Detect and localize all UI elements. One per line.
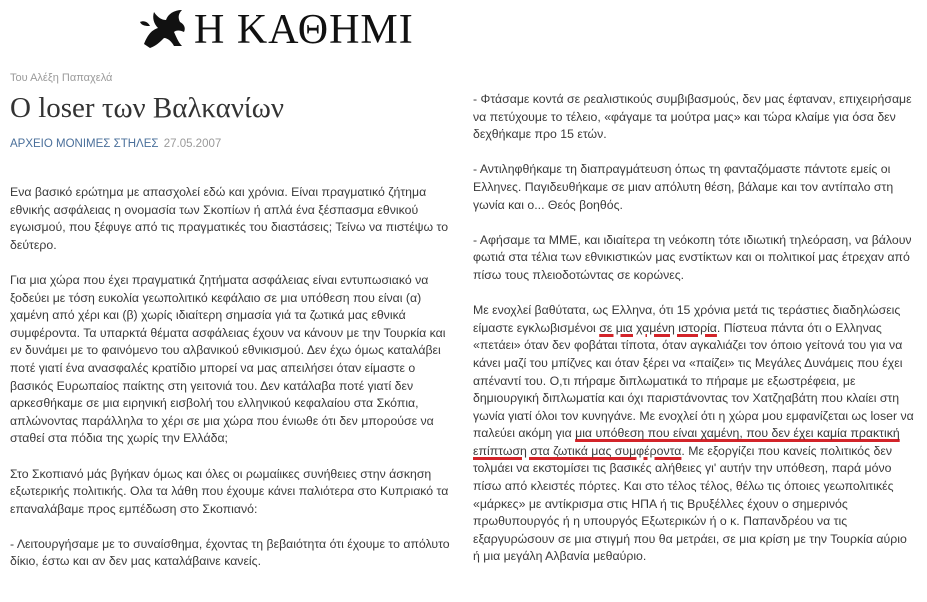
article-meta xyxy=(10,136,450,156)
paragraph: Για μια χώρα που έχει πραγματικά ζητήματα ασφάλειας είναι εντυπωσιακό να ξοδεύει με τόση ευκολία γεωπολιτικό κεφάλαιο σε μια υπόθεση που είναι (α) χαμένη από χέρι και (β) χωρίς ιδιαίτερη σημασία γιά τα ζωτικά μας εθνικά συμφέροντα. Τα υπαρκτά θέματα ασφάλειας έχουν να κάνουν με την Τουρκία και εν δυνάμει με το φαινόμενο του αλβανικού εθνικισμού. Δεν έχω όμως καταλάβει ποτέ γιατί ένα ανασφαλές κρατίδιο μπορεί να μας απειλήσει όταν είμαστε ο βασικός Ευρωπαίος παίκτης στη γειτονιά του. Δεν κατάλαβα ποτέ γιατί δεν αρκεσθήκαμε σε μια ειρηνική εισβολή του ελληνικού κεφαλαίου στα Σκόπια, απλώνοντας παράλληλα το χέρι σε μια χώρα που ένιωθε ότι δεν μπορούσε να σταθεί στα πόδια της χωρίς την Ελλάδα; xyxy=(10,272,446,446)
masthead[interactable] xyxy=(138,2,468,54)
masthead-title: Η ΚΑΘΗΜΙ xyxy=(194,9,414,51)
paragraph: Στο Σκοπιανό μάς βγήκαν όμως και όλες οι ρωμαίικες συνήθειες στην άσκηση εξωτερικής πολιτικής. Ολα τα λάθη που έχουμε κάνει παλιότερα στο Κυπριακό τα επαναλάβαμε προς εμπέδωση στο Σκοπιανό: xyxy=(10,466,449,516)
text-run: . Πίστευα πάντα ότι ο Ελληνας «πετάει» όταν δεν φοβάται τίποτα, όταν αγκαλιάζει τον όποιο γείτονά του για να κάνει μαζί του μπίζνες και όταν ξέρει να «παίζει» τις Μεγάλες Δυνάμεις που έχει απέναντί του. Ο,τι πήραμε διπλωματικά το πήραμε με εξωστρέφεια, με δημιουργική διπλωματία και όχι παριστάνοντας τον Χατζηαβάτη που κλαίει στη γωνία γιατί όλοι τον κυνηγάνε. Με ενοχλεί ότι η χώρα μου εμφανίζεται ως loser να παλεύει ακόμη για xyxy=(473,320,914,441)
article-right-column xyxy=(473,91,915,584)
article-author[interactable]: Του Αλέξη Παπαχελά xyxy=(10,72,113,84)
paragraph: - Αντιληφθήκαμε τη διαπραγμάτευση όπως τη φανταζόμαστε πάντοτε εμείς οι Ελληνες. Παγιδευθήκαμε σε μιαν απόλυτη θέση, βάλαμε και τον αντίπαλο στη γωνία και ο... Θεός βοηθός. xyxy=(473,162,894,212)
paragraph: - Φτάσαμε κοντά σε ρεαλιστικούς συμβιβασμούς, δεν μας έφταναν, επιχειρήσαμε να πετύχουμε το τέλειο, «φάγαμε τα μούτρα μας» και τώρα κλαίμε για όσα δεν δεχθήκαμε προ 15 ετών. xyxy=(473,92,912,142)
paragraph: - Λειτουργήσαμε με το συναίσθημα, έχοντας τη βεβαιότητα ότι έχουμε το απόλυτο δίκιο, έστω και αν δεν μας καταλάβαινε κανείς. xyxy=(10,536,450,569)
highlighted-phrase: σε μια χαμένη ιστορία xyxy=(599,320,717,335)
paragraph: Ενα βασικό ερώτημα με απασχολεί εδώ και χρόνια. Είναι πραγματικό ζήτημα εθνικής ασφάλειας η ονομασία των Σκοπίων ή απλά ένα ξέσπασμα εθνικού εγωισμού, που ξέφυγε από τις πραγματικές του διαστάσεις; Τείνω να πιστέψω το δεύτερο. xyxy=(10,185,449,252)
paragraph: - Αφήσαμε τα ΜΜΕ, και ιδιαίτερα τη νεόκοπη τότε ιδιωτική τηλεόραση, να βάλουν φωτιά στα τέλια των εθνικιστικών μας ενστίκτων και οι πολιτικοί μας έτρεχαν από πίσω τους πλειοδοτώντας σε κορώνες. xyxy=(473,232,912,282)
griffin-icon xyxy=(138,4,188,52)
final-paragraph xyxy=(473,302,915,566)
article-body-left xyxy=(10,184,450,571)
article-date: 27.05.2007 xyxy=(163,138,222,150)
article-title: O loser των Βαλκανίων xyxy=(10,92,284,124)
article-left-column xyxy=(10,70,450,589)
highlighted-phrase: μια υπόθεση που είναι χαμένη, που δεν έχει καμία πρακτική επίπτωση στα ζωτικά μας συμφέροντα xyxy=(473,426,900,458)
text-run: Με ενοχλεί βαθύτατα, ως Ελληνα, ότι 15 χρόνια μετά τις τεράστιες διαδηλώσεις είμαστε εγκλωβισμένοι xyxy=(473,303,901,335)
section-link[interactable]: ΑΡΧΕΙΟ ΜΟΝΙΜΕΣ ΣΤΗΛΕΣ xyxy=(10,138,159,150)
text-run: . Με εξοργίζει που κανείς πολιτικός δεν τολμάει να εκστομίσει τις βασικές αλήθειες γι' αυτήν την υπόθεση, παρά μόνο πίσω από κλειστές πόρτες. Και στο τέλος τέλος, θέλω τις όποιες γεωπολιτικές «μάρκες» με αντίκρισμα στις ΗΠΑ ή τις Βρυξέλλες έχουν ο σημερινός πρωθυπουργός ή η υπουργός Εξωτερικών ή ο κ. Παπανδρέου να τις εξαργυρώσουν σε μια στιγμή που θα μετράει, σε μια κρίση με την Τουρκία αύριο ή μια μεγάλη Αλβανία μεθαύριο. xyxy=(473,443,907,564)
